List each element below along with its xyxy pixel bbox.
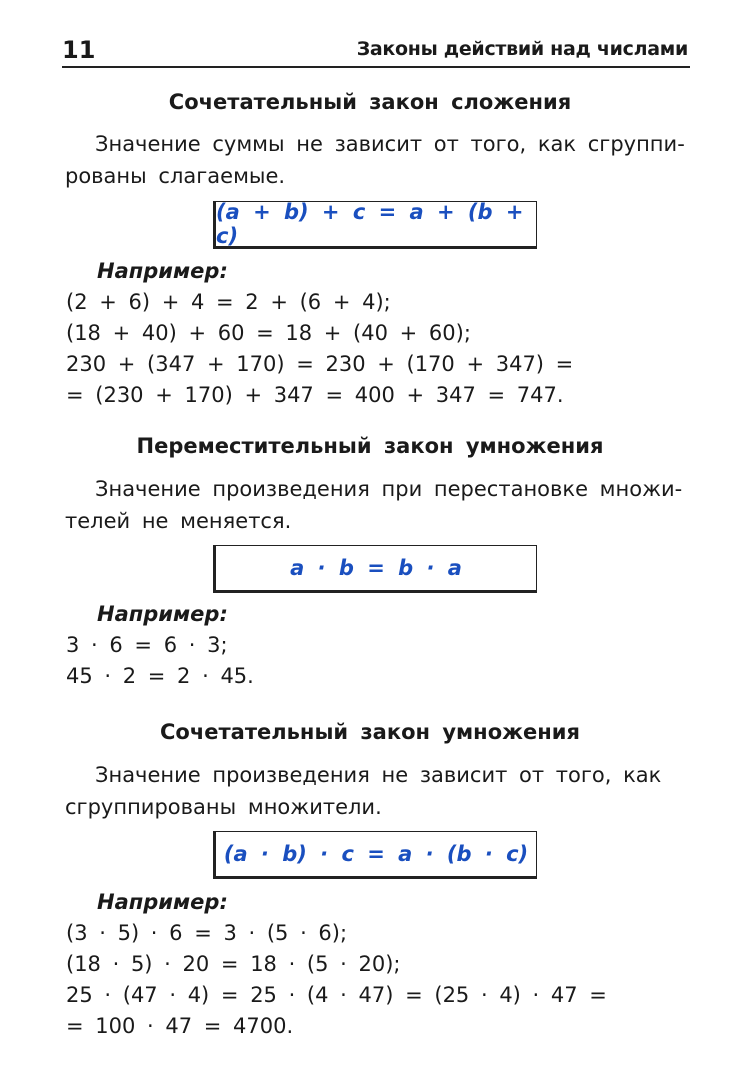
example-label: Например:	[97, 602, 228, 626]
section-text	[65, 759, 695, 823]
example-line: (2 + 6) + 4 = 2 + (6 + 4);	[66, 290, 391, 314]
running-title: Законы действий над числами	[356, 38, 688, 60]
example-label: Например:	[97, 259, 228, 283]
example-line: = (230 + 170) + 347 = 400 + 347 = 747.	[66, 383, 564, 407]
section-title: Сочетательный закон умножения	[160, 720, 580, 744]
examples	[66, 256, 574, 411]
formula-box: a · b = b · a	[213, 545, 537, 593]
text-line: телей не меняется.	[65, 509, 292, 533]
example-label: Например:	[97, 890, 228, 914]
page-number: 11	[62, 36, 96, 64]
section-text	[65, 473, 695, 537]
formula-box: (a · b) · c = a · (b · c)	[213, 831, 537, 879]
section-title: Переместительный закон умножения	[136, 434, 604, 458]
examples	[66, 887, 607, 1042]
example-line: (18 + 40) + 60 = 18 + (40 + 60);	[66, 321, 471, 345]
example-line: 25 · (47 · 4) = 25 · (4 · 47) = (25 · 4) · 47 =	[66, 983, 607, 1007]
example-line: 3 · 6 = 6 · 3;	[66, 633, 228, 657]
example-line: (18 · 5) · 20 = 18 · (5 · 20);	[66, 952, 401, 976]
example-line: 230 + (347 + 170) = 230 + (170 + 347) =	[66, 352, 574, 376]
section-title: Сочетательный закон сложения	[168, 90, 572, 114]
example-line: (3 · 5) · 6 = 3 · (5 · 6);	[66, 921, 348, 945]
example-line: = 100 · 47 = 4700.	[66, 1014, 294, 1038]
formula-box: (a + b) + c = a + (b + c)	[213, 201, 537, 249]
text-line: Значение произведения не зависит от того, как	[95, 763, 662, 787]
text-line: Значение произведения при перестановке множи-	[95, 477, 683, 501]
header-rule	[62, 66, 690, 68]
text-line: рованы слагаемые.	[65, 164, 286, 188]
text-line: сгруппированы множители.	[65, 795, 382, 819]
section-text	[65, 128, 695, 192]
text-line: Значение суммы не зависит от того, как сгруппи-	[95, 132, 685, 156]
example-line: 45 · 2 = 2 · 45.	[66, 664, 254, 688]
examples	[66, 599, 254, 692]
